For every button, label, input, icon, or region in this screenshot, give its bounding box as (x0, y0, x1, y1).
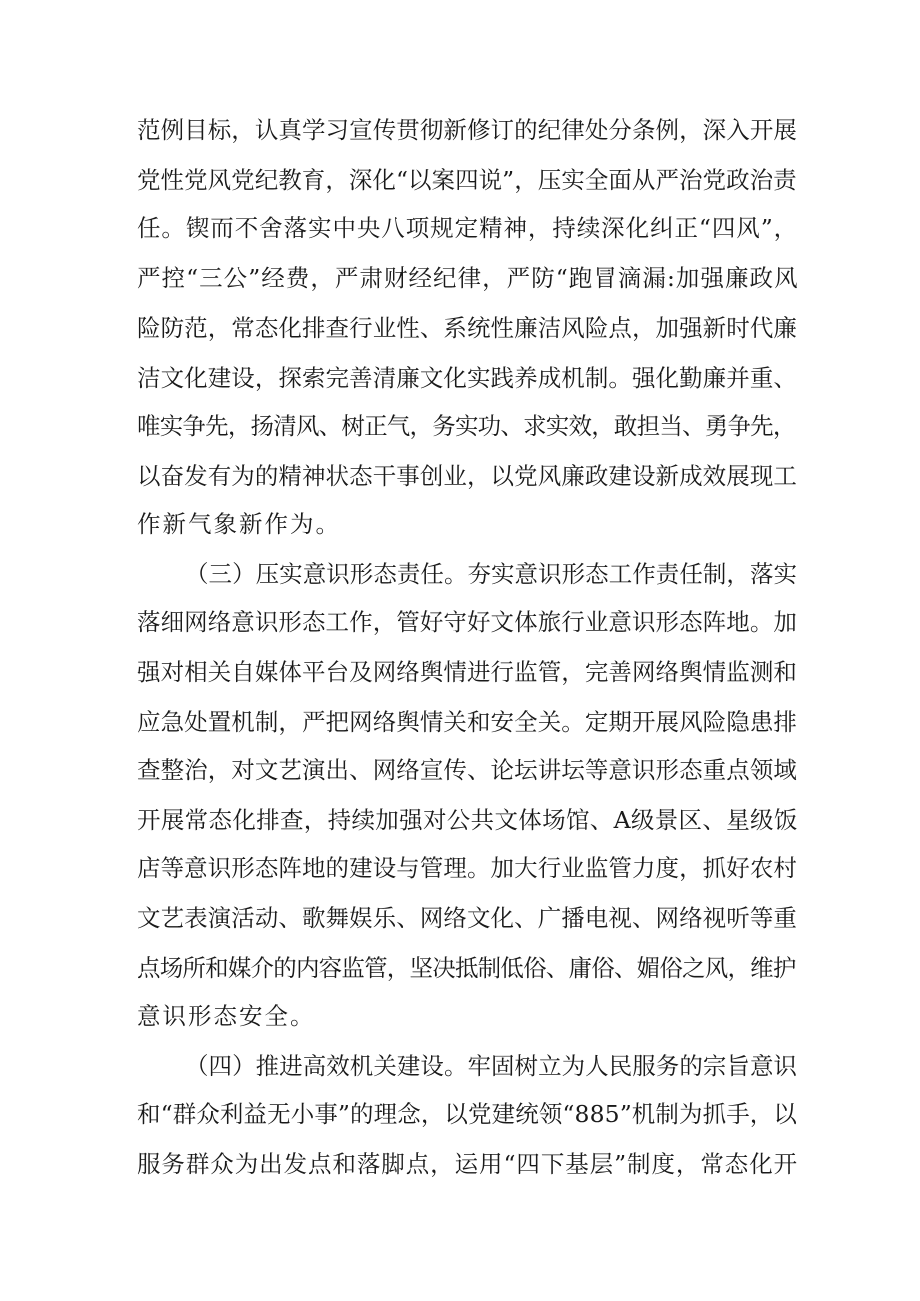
text-line: 洁文化建设，探索完善清廉文化实践养成机制。强化勤廉并重、 (137, 364, 797, 392)
text-line: （三）压实意识形态责任。夯实意识形态工作责任制，落实 (185, 560, 798, 588)
text-line: 意识形态安全。 (137, 1002, 316, 1030)
text-line: 落细网络意识形态工作，管好守好文体旅行业意识形态阵地。加 (137, 608, 797, 636)
text-line: 作新气象新作为。 (137, 510, 341, 538)
text-line: 和“群众利益无小事”的理念，以党建统领“885”机制为抓手，以 (137, 1100, 798, 1128)
text-line: 点场所和媒介的内容监管，坚决抵制低俗、庸俗、媚俗之风，维护 (137, 954, 796, 982)
text-line: 范例目标，认真学习宣传贯彻新修订的纪律处分条例，深入开展 (137, 116, 797, 144)
text-line: （四）推进高效机关建设。牢固树立为人民服务的宗旨意识 (185, 1052, 798, 1080)
text-line: 服务群众为出发点和落脚点，运用“四下基层”制度，常态化开 (137, 1150, 799, 1178)
text-line: 党性党风党纪教育，深化“以案四说”，压实全面从严治党政治责 (137, 166, 797, 194)
text-line: 开展常态化排查，持续加强对公共文体场馆、A级景区、星级饭 (137, 806, 798, 834)
text-line: 严控“三公”经费，严肃财经纪律，严防“跑冒滴漏:加强廉政风 (137, 264, 799, 292)
text-line: 强对相关自媒体平台及网络舆情进行监管，完善网络舆情监测和 (137, 658, 797, 686)
text-line: 查整治，对文艺演出、网络宣传、论坛讲坛等意识形态重点领域 (137, 756, 797, 784)
text-line: 文艺表演活动、歌舞娱乐、网络文化、广播电视、网络视听等重 (137, 904, 797, 932)
text-line: 店等意识形态阵地的建设与管理。加大行业监管力度，抓好农村 (137, 854, 797, 882)
text-line: 任。锲而不舍落实中央八项规定精神，持续深化纠正“四风”， (137, 214, 799, 242)
text-line: 应急处置机制，严把网络舆情关和安全关。定期开展风险隐患排 (137, 708, 797, 736)
text-line: 以奋发有为的精神状态干事创业，以党风廉政建设新成效展现工 (137, 462, 797, 490)
text-line: 险防范，常态化排查行业性、系统性廉洁风险点，加强新时代廉 (137, 314, 797, 342)
text-line: 唯实争先，扬清风、树正气，务实功、求实效，敢担当、勇争先， (137, 412, 796, 440)
